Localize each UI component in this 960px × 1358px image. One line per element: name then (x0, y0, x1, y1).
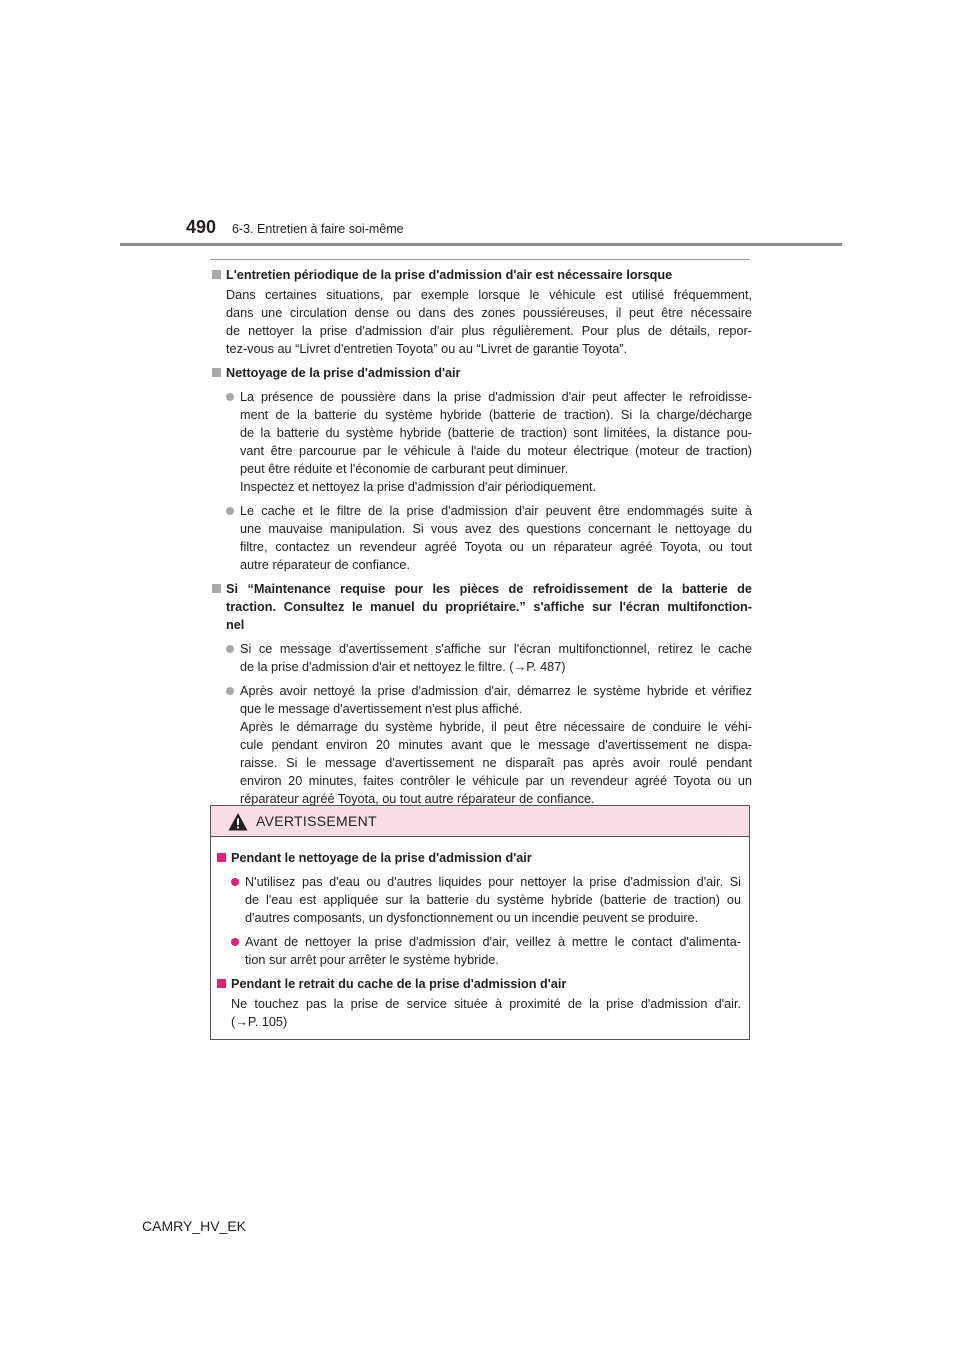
warning-header (211, 806, 749, 837)
text-line: cule pendant environ 20 minutes avant que le message d'avertissement ne dispa- (240, 738, 752, 752)
text-line: vant être parcourue par le véhicule à l'aide du moteur électrique (moteur de traction) (240, 444, 752, 458)
heading-text: Pendant le retrait du cache de la prise d'admission d'air (231, 977, 567, 991)
text-line: de nettoyer la prise d'admission d'air plus régulièrement. Pour plus de détails, repor- (226, 324, 752, 338)
heading-text: Nettoyage de la prise d'admission d'air (226, 366, 461, 380)
square-bullet-icon (212, 584, 221, 593)
text-line: La présence de poussière dans la prise d'admission d'air peut affecter le refroidisse- (240, 390, 752, 404)
bullet-item (212, 640, 752, 676)
warning-triangle-icon (228, 812, 248, 832)
warning-title: AVERTISSEMENT (256, 813, 377, 829)
text-line: environ 20 minutes, faites contrôler le véhicule par un revendeur agréé Toyota ou un (240, 774, 752, 788)
warning-bullet-item (217, 933, 741, 969)
square-bullet-icon (212, 368, 221, 377)
paragraph (212, 286, 752, 358)
heading-text: traction. Consultez le manuel du propriétaire.” s'affiche sur l'écran multifonction- (226, 600, 752, 614)
text-line: N'utilisez pas d'eau ou d'autres liquides pour nettoyer la prise d'admission d'air. Si (245, 875, 741, 889)
section-heading (212, 580, 752, 634)
section-heading (212, 266, 752, 284)
square-bullet-icon (212, 270, 221, 279)
page-number: 490 (186, 217, 217, 237)
round-bullet-icon (231, 878, 239, 886)
model-code-footer: CAMRY_HV_EK (142, 1218, 247, 1234)
text-line: dans une circulation dense ou dans des zones poussiéreuses, il peut être nécessaire (226, 306, 752, 320)
text-line: Après avoir nettoyé la prise d'admission d'air, démarrez le système hybride et vérifiez (240, 684, 752, 698)
text-line: une mauvaise manipulation. Si vous avez des questions concernant le nettoyage du (240, 522, 752, 536)
section-heading (212, 364, 752, 382)
heading-text: nel (226, 618, 245, 632)
bullet-item (212, 502, 752, 574)
heading-text: Si “Maintenance requise pour les pièces de refroidissement de la batterie de (226, 582, 752, 596)
text-line: Après le démarrage du système hybride, il peut être nécessaire de conduire le véhi- (240, 720, 752, 734)
warning-paragraph (217, 995, 741, 1031)
warning-content (217, 849, 741, 1031)
heading-text: Pendant le nettoyage de la prise d'admission d'air (231, 851, 532, 865)
header-rule (120, 243, 842, 246)
text-line: de l'eau est appliquée sur la batterie du système hybride (batterie de traction) ou (245, 893, 741, 907)
text-line: tion sur arrêt pour arrêter le système hybride. (245, 953, 499, 967)
main-content (212, 266, 752, 808)
text-line: autre réparateur de confiance. (240, 558, 410, 572)
round-bullet-icon (226, 507, 234, 515)
text-line: Ne touchez pas la prise de service située à proximité de la prise d'admission d'air. (231, 997, 741, 1011)
round-bullet-icon (226, 645, 234, 653)
round-bullet-icon (226, 393, 234, 401)
text-line: d'autres composants, un dysfonctionnement ou un incendie peuvent se produire. (245, 911, 699, 925)
text-line: de la prise d'admission d'air et nettoyez le filtre. (→P. 487) (240, 660, 566, 674)
text-line: Inspectez et nettoyez la prise d'admission d'air périodiquement. (240, 480, 597, 494)
warning-bullet-item (217, 873, 741, 927)
warning-box (210, 805, 750, 1040)
text-line: ment de la batterie du système hybride (batterie de traction). Si la charge/décharge (240, 408, 752, 422)
bullet-item (212, 388, 752, 496)
section-header: 6-3. Entretien à faire soi-même (232, 222, 404, 236)
content-top-rule (210, 259, 750, 260)
text-line: Dans certaines situations, par exemple lorsque le véhicule est utilisé fréquemment, (226, 288, 752, 302)
text-line: Si ce message d'avertissement s'affiche sur l'écran multifonctionnel, retirez le cache (240, 642, 752, 656)
round-bullet-icon (226, 687, 234, 695)
text-line: peut être réduite et l'économie de carburant peut diminuer. (240, 462, 569, 476)
warning-heading (217, 975, 741, 993)
text-line: Le cache et le filtre de la prise d'admission d'air peuvent être endommagés suite à (240, 504, 752, 518)
text-line: (→P. 105) (231, 1015, 288, 1029)
text-line: Avant de nettoyer la prise d'admission d'air, veillez à mettre le contact d'alimenta- (245, 935, 741, 949)
square-bullet-icon (217, 979, 226, 988)
warning-heading (217, 849, 741, 867)
square-bullet-icon (217, 853, 226, 862)
round-bullet-icon (231, 938, 239, 946)
text-line: de la batterie du système hybride (batterie de traction) sont limitées, la distance pou- (240, 426, 752, 440)
text-line: que le message d'avertissement n'est plus affiché. (240, 702, 523, 716)
text-line: filtre, contactez un revendeur agréé Toyota ou un réparateur agréé Toyota, ou tout (240, 540, 752, 554)
text-line: raisse. Si le message d'avertissement ne disparaît pas après avoir roulé pendant (240, 756, 752, 770)
bullet-item (212, 682, 752, 808)
text-line: réparateur agréé Toyota, ou tout autre réparateur de confiance. (240, 792, 595, 806)
heading-text: L'entretien périodique de la prise d'admission d'air est nécessaire lorsque (226, 268, 673, 282)
text-line: tez-vous au “Livret d'entretien Toyota” ou au “Livret de garantie Toyota”. (226, 342, 628, 356)
